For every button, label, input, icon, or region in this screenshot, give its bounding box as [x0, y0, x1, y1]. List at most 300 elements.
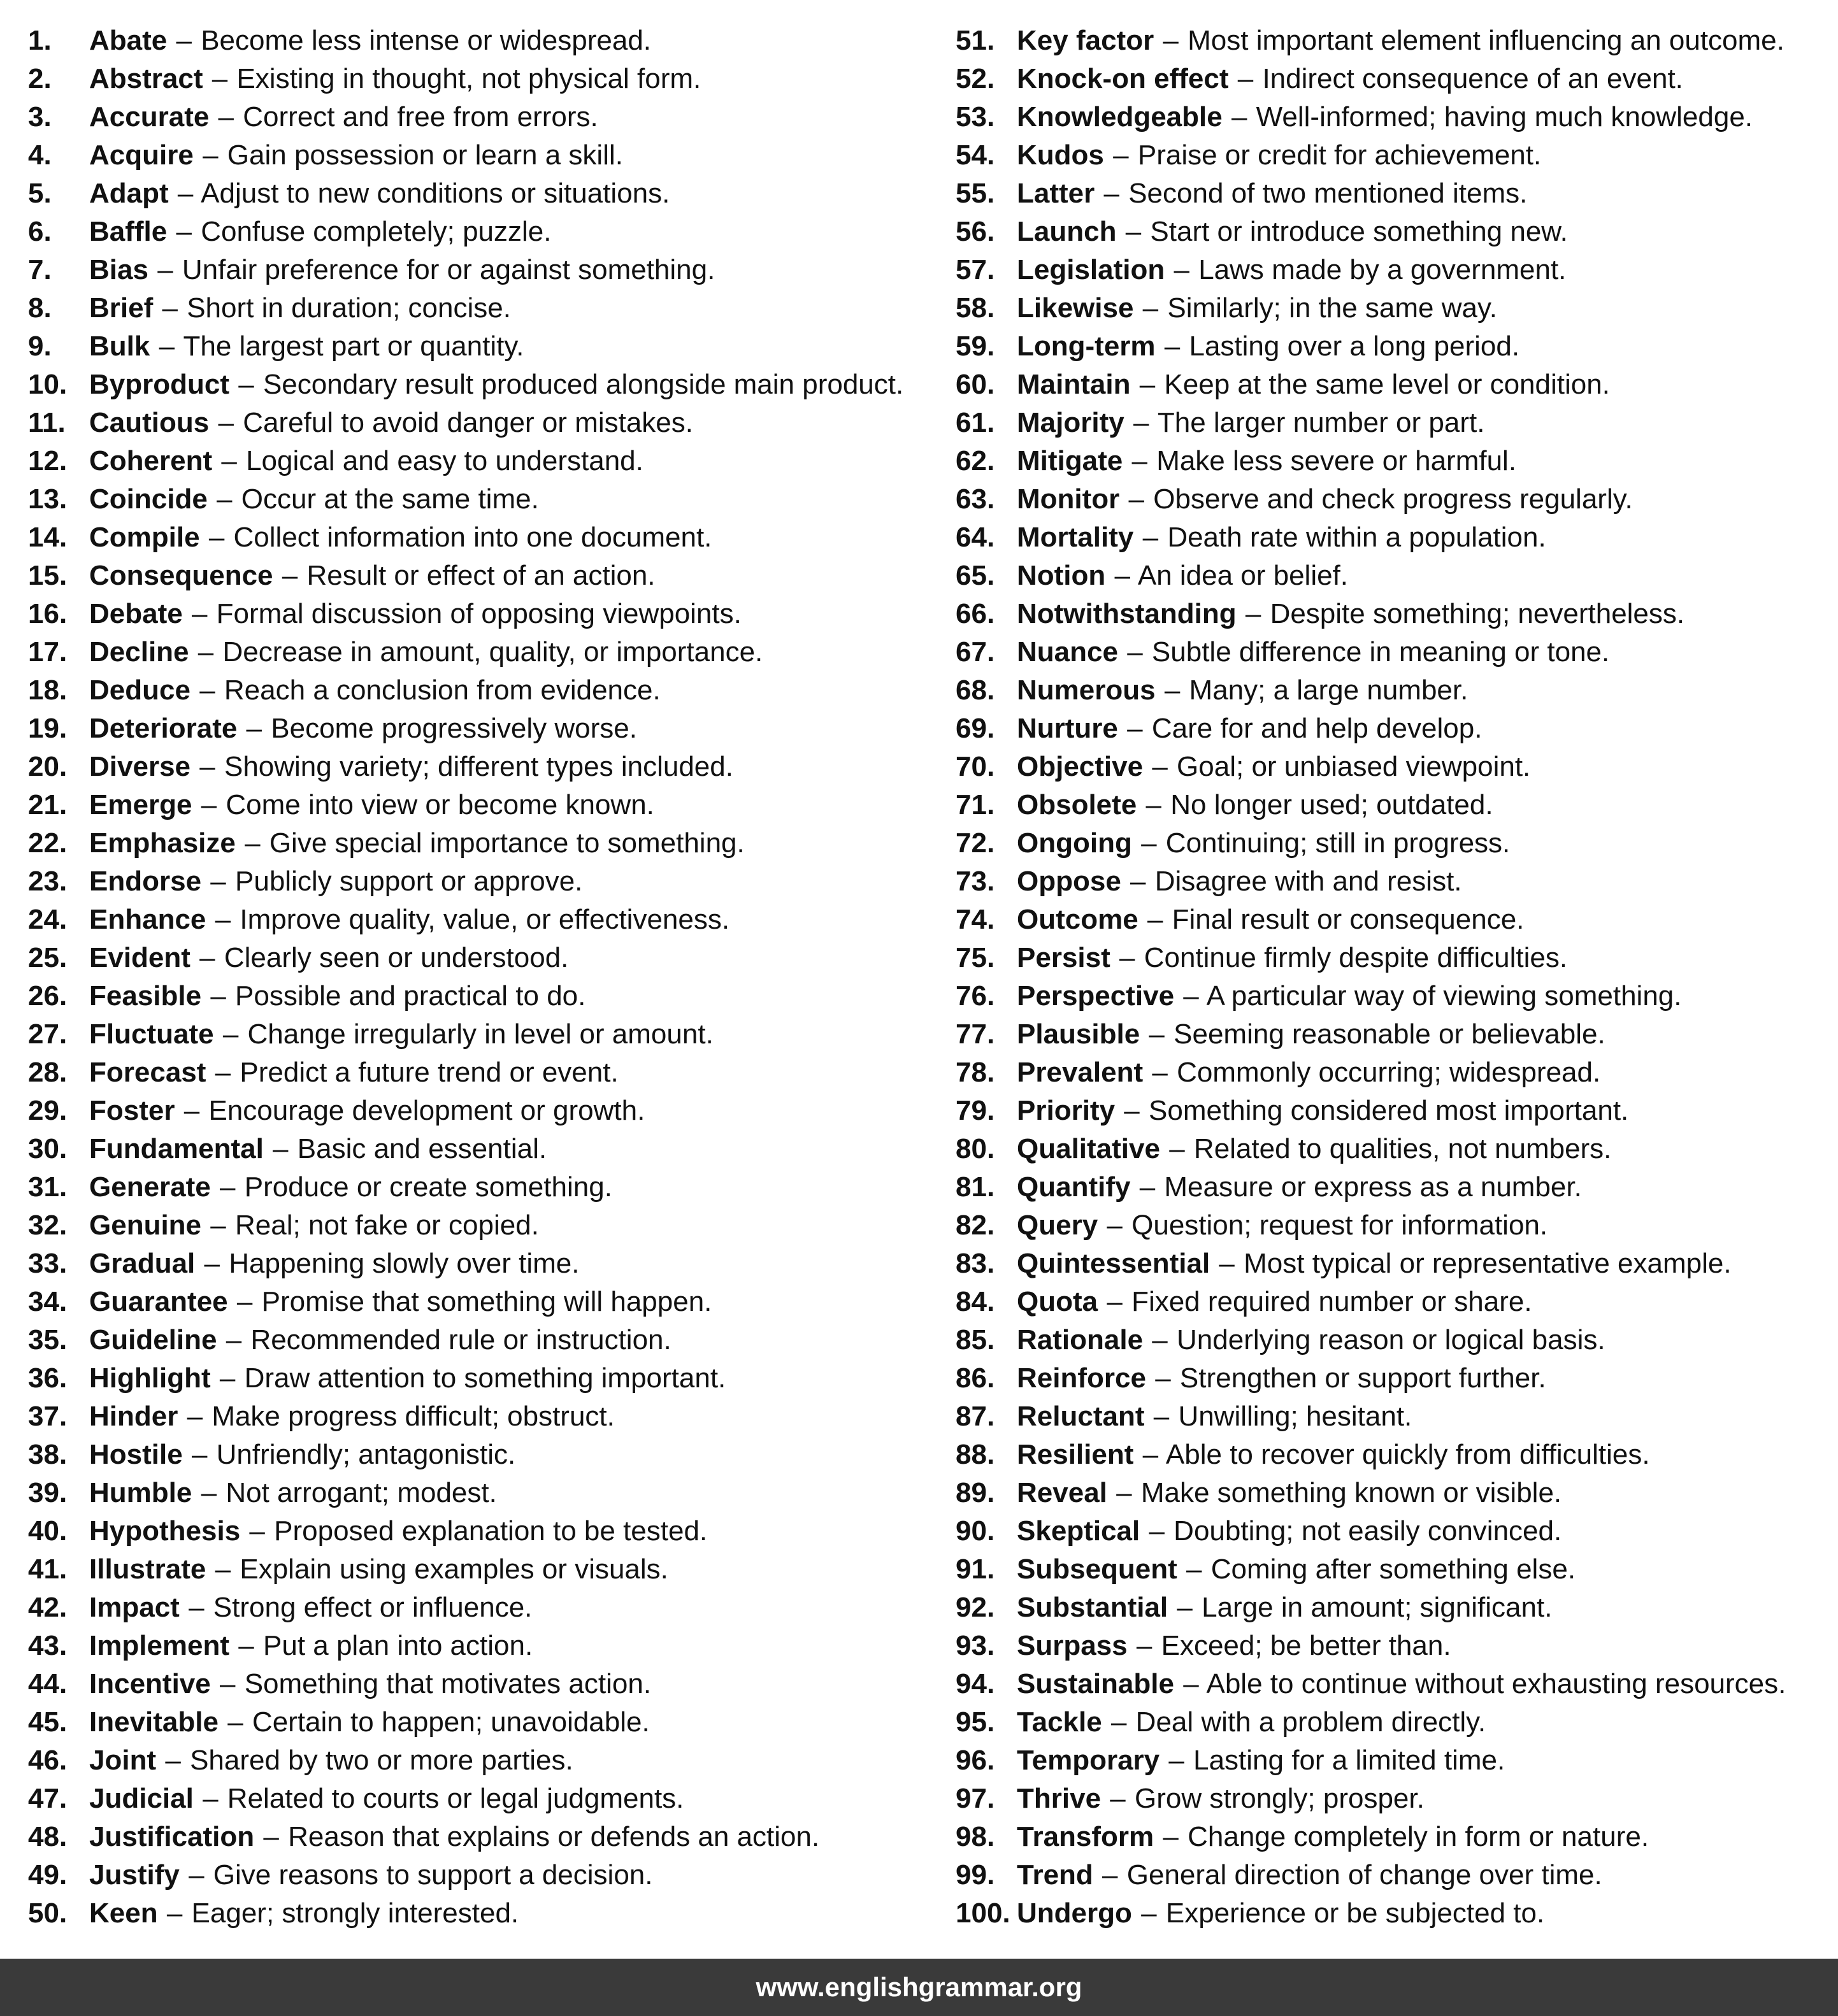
entry-separator: –: [1107, 1210, 1123, 1241]
entry-separator: –: [249, 1515, 265, 1547]
entry-definition: Result or effect of an action.: [306, 560, 656, 591]
entry-number: 57.: [956, 254, 995, 285]
entry-definition: Reach a conclusion from evidence.: [224, 675, 661, 706]
entry-separator: –: [1127, 636, 1143, 668]
entry-term: Rationale: [1017, 1324, 1144, 1355]
entry-separator: –: [1183, 980, 1199, 1012]
vocabulary-entry: [28, 748, 933, 786]
vocabulary-entry: [28, 1398, 933, 1436]
entry-number: 62.: [956, 445, 995, 476]
entry-number: 27.: [28, 1019, 68, 1050]
entry-number: 68.: [956, 675, 995, 706]
entry-number: 1.: [28, 25, 52, 56]
entry-separator: –: [159, 331, 175, 362]
entry-definition: Strengthen or support further.: [1179, 1362, 1546, 1394]
entry-separator: –: [201, 1477, 217, 1508]
entry-separator: –: [282, 560, 298, 591]
entry-number: 66.: [956, 598, 995, 629]
vocabulary-entry: [956, 1398, 1835, 1436]
entry-number: 100.: [956, 1898, 1010, 1929]
entry-number: 37.: [28, 1401, 68, 1432]
entry-separator: –: [1107, 1286, 1123, 1317]
entry-definition: Most important element influencing an outcome.: [1188, 25, 1784, 56]
entry-definition: Become less intense or widespread.: [201, 25, 652, 56]
entry-term: Feasible: [89, 980, 202, 1012]
entry-term: Accurate: [89, 101, 210, 132]
entry-term: Mitigate: [1017, 445, 1123, 476]
vocabulary-entry: [28, 1780, 933, 1818]
entry-term: Gradual: [89, 1248, 196, 1279]
entry-term: Consequence: [89, 560, 273, 591]
entry-number: 11.: [28, 407, 66, 438]
footer-url: www.englishgrammar.org: [756, 1972, 1082, 2002]
entry-term: Fundamental: [89, 1133, 264, 1164]
entry-definition: Able to recover quickly from difficulties.: [1165, 1439, 1650, 1470]
entry-number: 69.: [956, 713, 995, 744]
entry-number: 25.: [28, 942, 68, 973]
entry-separator: –: [218, 101, 234, 132]
entry-term: Impact: [89, 1592, 180, 1623]
entry-number: 20.: [28, 751, 68, 782]
vocabulary-entry: [28, 1589, 933, 1627]
entry-number: 91.: [956, 1554, 995, 1585]
entry-term: Joint: [89, 1745, 157, 1776]
entry-separator: –: [191, 1439, 208, 1470]
vocabulary-entry: [28, 939, 933, 977]
entry-definition: Certain to happen; unavoidable.: [252, 1706, 650, 1738]
entry-term: Highlight: [89, 1362, 211, 1394]
entry-definition: Decrease in amount, quality, or importance.: [222, 636, 763, 668]
entry-term: Generate: [89, 1171, 211, 1203]
entry-number: 51.: [956, 25, 995, 56]
vocabulary-entry: [28, 786, 933, 824]
entry-definition: Draw attention to something important.: [244, 1362, 726, 1394]
entry-term: Byproduct: [89, 369, 229, 400]
entry-term: Majority: [1017, 407, 1124, 438]
entry-separator: –: [189, 1592, 205, 1623]
entry-definition: Produce or create something.: [244, 1171, 612, 1203]
entry-definition: Doubting; not easily convinced.: [1174, 1515, 1562, 1547]
entry-number: 13.: [28, 483, 68, 515]
entry-number: 43.: [28, 1630, 68, 1661]
entry-separator: –: [210, 1210, 226, 1241]
entry-separator: –: [218, 407, 234, 438]
entry-number: 44.: [28, 1668, 68, 1699]
entry-separator: –: [162, 292, 178, 324]
entry-term: Bias: [89, 254, 148, 285]
vocabulary-entry: [956, 1627, 1835, 1665]
entry-number: 30.: [28, 1133, 68, 1164]
vocabulary-column-left: [28, 22, 933, 1933]
vocabulary-entry: [956, 1092, 1835, 1130]
vocabulary-entry: [956, 1512, 1835, 1550]
entry-definition: Question; request for information.: [1131, 1210, 1548, 1241]
entry-term: Objective: [1017, 751, 1144, 782]
vocabulary-entry: [956, 98, 1835, 136]
entry-definition: Related to courts or legal judgments.: [227, 1783, 684, 1814]
entry-definition: Experience or be subjected to.: [1165, 1898, 1545, 1929]
entry-number: 39.: [28, 1477, 68, 1508]
entry-definition: Not arrogant; modest.: [226, 1477, 497, 1508]
entry-definition: Make something known or visible.: [1140, 1477, 1562, 1508]
vocabulary-entry: [956, 480, 1835, 518]
entry-number: 50.: [28, 1898, 68, 1929]
entry-definition: Improve quality, value, or effectiveness.: [240, 904, 730, 935]
entry-term: Skeptical: [1017, 1515, 1140, 1547]
entry-number: 4.: [28, 139, 52, 171]
entry-term: Hostile: [89, 1439, 183, 1470]
entry-term: Hypothesis: [89, 1515, 241, 1547]
vocabulary-entry: [956, 1550, 1835, 1589]
entry-number: 89.: [956, 1477, 995, 1508]
entry-number: 82.: [956, 1210, 995, 1241]
entry-definition: An idea or belief.: [1137, 560, 1349, 591]
entry-number: 99.: [956, 1859, 995, 1891]
entry-definition: Happening slowly over time.: [229, 1248, 580, 1279]
entry-separator: –: [212, 63, 228, 94]
entry-term: Long-term: [1017, 331, 1156, 362]
vocabulary-entry: [28, 1627, 933, 1665]
vocabulary-entry: [28, 404, 933, 442]
entry-number: 74.: [956, 904, 995, 935]
entry-definition: Clearly seen or understood.: [224, 942, 569, 973]
entry-definition: Exceed; be better than.: [1161, 1630, 1451, 1661]
entry-number: 73.: [956, 866, 995, 897]
entry-number: 12.: [28, 445, 68, 476]
entry-term: Substantial: [1017, 1592, 1168, 1623]
vocabulary-entry: [28, 1359, 933, 1398]
entry-number: 72.: [956, 827, 995, 859]
entry-term: Forecast: [89, 1057, 206, 1088]
entry-number: 88.: [956, 1439, 995, 1470]
entry-separator: –: [1155, 1362, 1171, 1394]
entry-definition: Showing variety; different types included.: [224, 751, 733, 782]
entry-term: Foster: [89, 1095, 175, 1126]
entry-term: Guideline: [89, 1324, 217, 1355]
entry-definition: The largest part or quantity.: [183, 331, 524, 362]
entry-number: 80.: [956, 1133, 995, 1164]
vocabulary-entry: [956, 1206, 1835, 1245]
entry-number: 75.: [956, 942, 995, 973]
vocabulary-entry: [956, 1703, 1835, 1741]
entry-definition: Careful to avoid danger or mistakes.: [243, 407, 693, 438]
vocabulary-entry: [956, 977, 1835, 1015]
entry-separator: –: [1142, 1439, 1159, 1470]
entry-separator: –: [226, 1324, 242, 1355]
entry-number: 28.: [28, 1057, 68, 1088]
entry-term: Guarantee: [89, 1286, 228, 1317]
entry-term: Keen: [89, 1898, 158, 1929]
entry-definition: Observe and check progress regularly.: [1153, 483, 1633, 515]
entry-term: Inevitable: [89, 1706, 219, 1738]
entry-separator: –: [1114, 560, 1131, 591]
entry-term: Transform: [1017, 1821, 1154, 1852]
entry-definition: Laws made by a government.: [1198, 254, 1567, 285]
vocabulary-entry: [956, 1741, 1835, 1780]
entry-number: 96.: [956, 1745, 995, 1776]
entry-number: 31.: [28, 1171, 68, 1203]
entry-definition: Seeming reasonable or believable.: [1174, 1019, 1605, 1050]
entry-term: Obsolete: [1017, 789, 1137, 820]
entry-definition: Disagree with and resist.: [1154, 866, 1462, 897]
entry-term: Launch: [1017, 216, 1117, 247]
entry-number: 84.: [956, 1286, 995, 1317]
entry-separator: –: [189, 1859, 205, 1891]
vocabulary-column-right: [956, 22, 1835, 1933]
entry-number: 7.: [28, 254, 52, 285]
entry-term: Hinder: [89, 1401, 178, 1432]
entry-definition: General direction of change over time.: [1126, 1859, 1602, 1891]
entry-separator: –: [1169, 1133, 1185, 1164]
entry-separator: –: [1152, 1057, 1168, 1088]
entry-term: Bulk: [89, 331, 150, 362]
entry-term: Debate: [89, 598, 183, 629]
entry-number: 86.: [956, 1362, 995, 1394]
entry-separator: –: [191, 598, 208, 629]
vocabulary-entry: [28, 1283, 933, 1321]
entry-number: 87.: [956, 1401, 995, 1432]
entry-term: Qualitative: [1017, 1133, 1160, 1164]
entry-number: 14.: [28, 522, 68, 553]
entry-definition: Unfair preference for or against something.: [182, 254, 715, 285]
entry-term: Implement: [89, 1630, 230, 1661]
entry-definition: Fixed required number or share.: [1131, 1286, 1532, 1317]
entry-term: Justify: [89, 1859, 180, 1891]
entry-separator: –: [217, 483, 233, 515]
entry-number: 49.: [28, 1859, 68, 1891]
entry-term: Kudos: [1017, 139, 1104, 171]
entry-term: Priority: [1017, 1095, 1116, 1126]
entry-term: Reveal: [1017, 1477, 1107, 1508]
entry-term: Nuance: [1017, 636, 1118, 668]
vocabulary-entry: [28, 1130, 933, 1168]
entry-number: 94.: [956, 1668, 995, 1699]
entry-term: Justification: [89, 1821, 255, 1852]
entry-term: Adapt: [89, 178, 169, 209]
entry-definition: Despite something; nevertheless.: [1270, 598, 1685, 629]
vocabulary-entry: [956, 442, 1835, 480]
vocabulary-entry: [956, 1168, 1835, 1206]
vocabulary-entry: [956, 748, 1835, 786]
vocabulary-entry: [956, 1818, 1835, 1856]
entry-separator: –: [1152, 751, 1168, 782]
entry-separator: –: [176, 216, 192, 247]
entry-separator: –: [183, 1095, 200, 1126]
entry-separator: –: [1116, 1477, 1132, 1508]
vocabulary-entry: [956, 1054, 1835, 1092]
entry-definition: No longer used; outdated.: [1170, 789, 1493, 820]
entry-separator: –: [227, 1706, 243, 1738]
vocabulary-entry: [28, 175, 933, 213]
entry-number: 46.: [28, 1745, 68, 1776]
entry-number: 98.: [956, 1821, 995, 1852]
entry-definition: Most typical or representative example.: [1244, 1248, 1732, 1279]
entry-definition: Continue firmly despite difficulties.: [1144, 942, 1568, 973]
entry-term: Fluctuate: [89, 1019, 214, 1050]
entry-separator: –: [238, 369, 254, 400]
entry-separator: –: [1164, 331, 1181, 362]
entry-term: Brief: [89, 292, 154, 324]
entry-term: Plausible: [1017, 1019, 1140, 1050]
vocabulary-entry: [956, 175, 1835, 213]
vocabulary-entry: [956, 939, 1835, 977]
entry-separator: –: [1186, 1554, 1202, 1585]
vocabulary-entry: [956, 289, 1835, 327]
entry-number: 23.: [28, 866, 68, 897]
entry-term: Oppose: [1017, 866, 1121, 897]
vocabulary-entry: [956, 1015, 1835, 1054]
entry-definition: Predict a future trend or event.: [240, 1057, 619, 1088]
entry-term: Persist: [1017, 942, 1110, 973]
entry-term: Abate: [89, 25, 168, 56]
entry-definition: Collect information into one document.: [233, 522, 712, 553]
entry-number: 6.: [28, 216, 52, 247]
vocabulary-entry: [956, 633, 1835, 671]
entry-separator: –: [1145, 789, 1161, 820]
vocabulary-entry: [956, 1780, 1835, 1818]
entry-number: 22.: [28, 827, 68, 859]
vocabulary-entry: [956, 1436, 1835, 1474]
entry-definition: Grow strongly; prosper.: [1135, 1783, 1425, 1814]
entry-separator: –: [1130, 866, 1146, 897]
entry-separator: –: [1119, 942, 1135, 973]
vocabulary-entry: [956, 1856, 1835, 1894]
entry-definition: Unwilling; hesitant.: [1178, 1401, 1412, 1432]
entry-separator: –: [1164, 675, 1181, 706]
entry-separator: –: [165, 1745, 181, 1776]
entry-separator: –: [1141, 827, 1157, 859]
entry-definition: Gain possession or learn a skill.: [227, 139, 623, 171]
entry-term: Deteriorate: [89, 713, 238, 744]
entry-definition: Something considered most important.: [1149, 1095, 1629, 1126]
entry-separator: –: [1141, 1898, 1157, 1929]
entry-separator: –: [1231, 101, 1247, 132]
entry-number: 52.: [956, 63, 995, 94]
entry-separator: –: [1163, 1821, 1179, 1852]
entry-number: 16.: [28, 598, 68, 629]
vocabulary-entry: [28, 1092, 933, 1130]
entry-term: Prevalent: [1017, 1057, 1144, 1088]
entry-separator: –: [1124, 1095, 1140, 1126]
vocabulary-entry: [28, 671, 933, 710]
entry-definition: Formal discussion of opposing viewpoints.: [216, 598, 742, 629]
entry-separator: –: [1219, 1248, 1235, 1279]
entry-term: Tackle: [1017, 1706, 1102, 1738]
vocabulary-entry: [956, 901, 1835, 939]
vocabulary-entry: [28, 98, 933, 136]
vocabulary-entry: [28, 1206, 933, 1245]
entry-separator: –: [204, 1248, 220, 1279]
vocabulary-entry: [28, 1856, 933, 1894]
entry-term: Trend: [1017, 1859, 1093, 1891]
entry-definition: Death rate within a population.: [1167, 522, 1546, 553]
vocabulary-entry: [28, 213, 933, 251]
vocabulary-entry: [28, 1818, 933, 1856]
entry-definition: Deal with a problem directly.: [1135, 1706, 1486, 1738]
entry-separator: –: [219, 1668, 236, 1699]
entry-term: Maintain: [1017, 369, 1131, 400]
entry-definition: Lasting for a limited time.: [1193, 1745, 1505, 1776]
entry-separator: –: [221, 445, 237, 476]
entry-number: 2.: [28, 63, 52, 94]
entry-number: 18.: [28, 675, 68, 706]
entry-number: 36.: [28, 1362, 68, 1394]
entry-number: 90.: [956, 1515, 995, 1547]
entry-separator: –: [157, 254, 173, 285]
vocabulary-entry: [28, 824, 933, 862]
entry-number: 48.: [28, 1821, 68, 1852]
entry-definition: Similarly; in the same way.: [1167, 292, 1497, 324]
entry-term: Quota: [1017, 1286, 1098, 1317]
entry-number: 97.: [956, 1783, 995, 1814]
entry-number: 59.: [956, 331, 995, 362]
entry-term: Subsequent: [1017, 1554, 1177, 1585]
entry-separator: –: [1149, 1515, 1165, 1547]
vocabulary-entry: [956, 60, 1835, 98]
entry-separator: –: [246, 713, 262, 744]
entry-separator: –: [219, 1362, 236, 1394]
entry-separator: –: [222, 1019, 239, 1050]
vocabulary-entry: [28, 60, 933, 98]
entry-definition: Many; a large number.: [1189, 675, 1468, 706]
entry-term: Thrive: [1017, 1783, 1102, 1814]
entry-number: 42.: [28, 1592, 68, 1623]
entry-number: 24.: [28, 904, 68, 935]
entry-separator: –: [263, 1821, 279, 1852]
entry-number: 79.: [956, 1095, 995, 1126]
entry-number: 26.: [28, 980, 68, 1012]
vocabulary-entry: [956, 1474, 1835, 1512]
entry-separator: –: [1142, 522, 1159, 553]
entry-separator: –: [176, 25, 192, 56]
entry-term: Quantify: [1017, 1171, 1131, 1203]
entry-term: Compile: [89, 522, 200, 553]
entry-definition: Correct and free from errors.: [243, 101, 598, 132]
entry-definition: Eager; strongly interested.: [191, 1898, 519, 1929]
entry-definition: Start or introduce something new.: [1150, 216, 1568, 247]
entry-separator: –: [210, 980, 226, 1012]
entry-separator: –: [201, 789, 217, 820]
entry-separator: –: [203, 139, 219, 171]
entry-term: Sustainable: [1017, 1668, 1174, 1699]
entry-term: Illustrate: [89, 1554, 206, 1585]
entry-term: Baffle: [89, 216, 168, 247]
vocabulary-entry: [956, 1589, 1835, 1627]
entry-definition: Possible and practical to do.: [235, 980, 586, 1012]
entry-definition: Shared by two or more parties.: [190, 1745, 573, 1776]
entry-separator: –: [220, 1171, 236, 1203]
vocabulary-entry: [28, 1015, 933, 1054]
entry-number: 60.: [956, 369, 995, 400]
entry-number: 65.: [956, 560, 995, 591]
entry-term: Surpass: [1017, 1630, 1128, 1661]
entry-separator: –: [210, 866, 226, 897]
entry-separator: –: [208, 522, 225, 553]
entry-number: 58.: [956, 292, 995, 324]
entry-definition: Change completely in form or nature.: [1188, 1821, 1649, 1852]
entry-number: 77.: [956, 1019, 995, 1050]
vocabulary-entry: [956, 404, 1835, 442]
vocabulary-entry: [956, 1245, 1835, 1283]
entry-definition: Second of two mentioned items.: [1128, 178, 1528, 209]
vocabulary-entry: [956, 22, 1835, 60]
entry-number: 55.: [956, 178, 995, 209]
entry-term: Latter: [1017, 178, 1095, 209]
vocabulary-entry: [28, 289, 933, 327]
entry-term: Genuine: [89, 1210, 202, 1241]
vocabulary-entry: [28, 251, 933, 289]
entry-number: 8.: [28, 292, 52, 324]
